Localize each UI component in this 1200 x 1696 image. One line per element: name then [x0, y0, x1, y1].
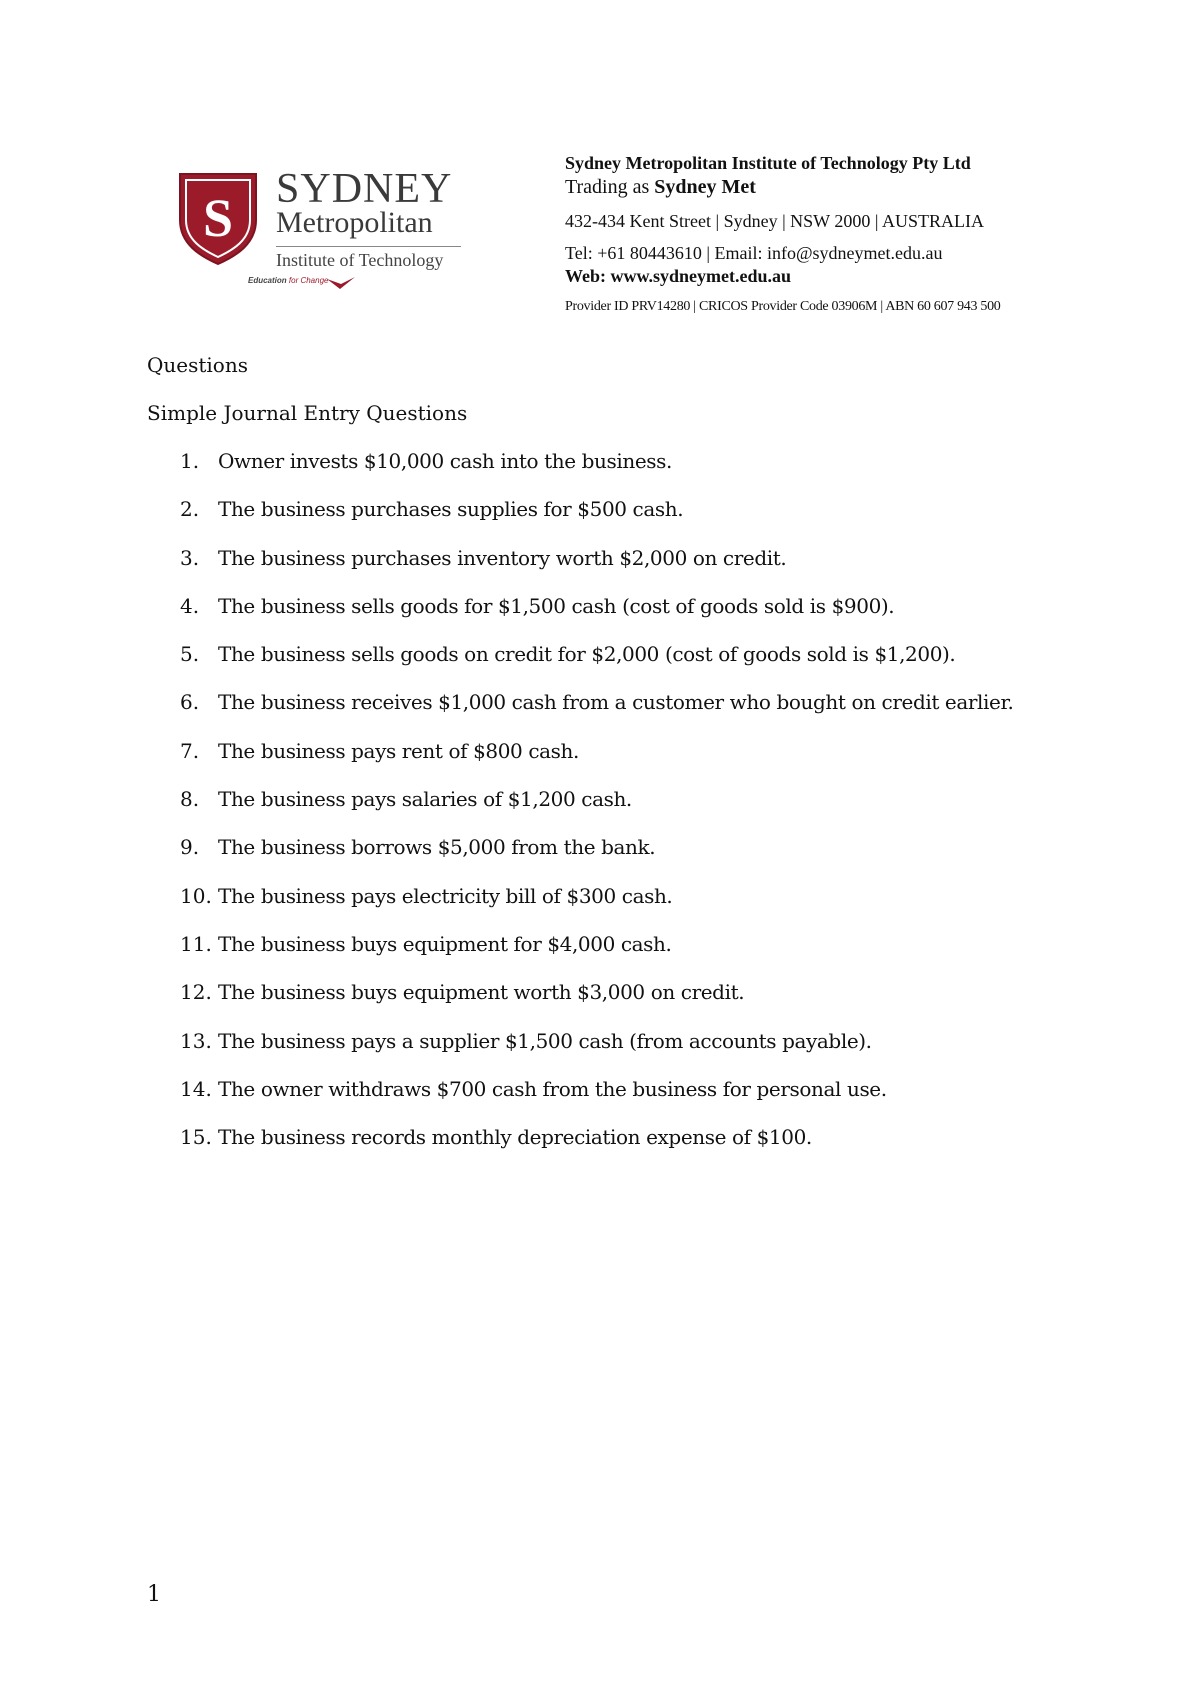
tick-mark-icon	[326, 276, 356, 290]
question-text: The business buys equipment worth $3,000 on credit.	[218, 980, 745, 1005]
logo-initial: S	[202, 188, 234, 248]
questions-list	[180, 448, 1013, 1172]
question-item	[180, 1124, 1013, 1172]
logo-line-metropolitan: Metropolitan	[276, 206, 433, 239]
institution-contact: Tel: +61 80443610 | Email: info@sydneymet.edu.au	[565, 243, 943, 263]
logo-line-institute: Institute of Technology	[276, 250, 444, 270]
question-number: 13.	[180, 1028, 212, 1053]
question-item	[180, 883, 1013, 931]
trading-prefix: Trading as	[565, 176, 655, 198]
question-number: 4.	[180, 593, 200, 618]
question-text: The business receives $1,000 cash from a customer who bought on credit earlier.	[218, 690, 1014, 715]
document-heading: Questions	[147, 353, 248, 377]
shield-icon	[176, 170, 260, 266]
question-number: 12.	[180, 980, 212, 1005]
question-item	[180, 931, 1013, 979]
question-number: 1.	[180, 449, 200, 473]
institution-web: Web: www.sydneymet.edu.au	[565, 266, 792, 286]
question-text: The business pays electricity bill of $300 cash.	[218, 883, 673, 908]
question-item	[180, 545, 1013, 593]
question-number: 10.	[180, 883, 212, 908]
question-text: The owner withdraws $700 cash from the business for personal use.	[218, 1076, 887, 1101]
question-text: The business purchases inventory worth $2,000 on credit.	[218, 545, 787, 570]
question-text: The business pays salaries of $1,200 cash.	[218, 787, 632, 812]
question-number: 7.	[180, 738, 200, 763]
institution-name: Sydney Metropolitan Institute of Technology Pty Ltd	[565, 153, 971, 173]
provider-details: Provider ID PRV14280 | CRICOS Provider Code 03906M | ABN 60 607 943 500	[565, 299, 1001, 314]
question-item	[180, 448, 1013, 496]
logo-line-sydney: SYDNEY	[276, 166, 453, 212]
document-subheading: Simple Journal Entry Questions	[147, 401, 468, 425]
question-text: Owner invests $10,000 cash into the business.	[218, 449, 672, 473]
question-text: The business sells goods on credit for $2,000 (cost of goods sold is $1,200).	[218, 642, 956, 667]
question-item	[180, 689, 1013, 737]
question-number: 11.	[180, 931, 212, 956]
question-item	[180, 641, 1013, 689]
question-text: The business pays rent of $800 cash.	[218, 738, 579, 763]
question-number: 5.	[180, 642, 200, 667]
question-text: The business borrows $5,000 from the bank.	[218, 835, 656, 860]
tagline-for-change: for Change	[286, 276, 329, 285]
institution-address: 432-434 Kent Street | Sydney | NSW 2000 | AUSTRALIA	[565, 211, 984, 231]
question-text: The business records monthly depreciation expense of $100.	[218, 1125, 812, 1150]
question-number: 2.	[180, 497, 200, 522]
question-item	[180, 738, 1013, 786]
logo-tagline	[248, 276, 328, 285]
question-number: 3.	[180, 545, 200, 570]
question-item	[180, 1028, 1013, 1076]
question-number: 6.	[180, 690, 200, 715]
question-item	[180, 593, 1013, 641]
question-number: 8.	[180, 787, 200, 812]
institution-info	[565, 152, 1065, 316]
question-item	[180, 1076, 1013, 1124]
question-item	[180, 834, 1013, 882]
question-item	[180, 786, 1013, 834]
trading-as	[565, 174, 1065, 200]
question-item	[180, 496, 1013, 544]
logo-divider	[276, 246, 461, 247]
question-item	[180, 979, 1013, 1027]
institute-logo	[176, 168, 476, 298]
question-number: 15.	[180, 1125, 212, 1150]
page-number: 1	[147, 1582, 161, 1607]
question-text: The business pays a supplier $1,500 cash (from accounts payable).	[218, 1028, 872, 1053]
question-number: 14.	[180, 1076, 212, 1101]
question-number: 9.	[180, 835, 200, 860]
question-text: The business purchases supplies for $500 cash.	[218, 497, 684, 522]
tagline-education: Education	[248, 276, 287, 285]
question-text: The business buys equipment for $4,000 cash.	[218, 931, 672, 956]
question-text: The business sells goods for $1,500 cash (cost of goods sold is $900).	[218, 593, 895, 618]
trading-name: Sydney Met	[654, 176, 756, 198]
